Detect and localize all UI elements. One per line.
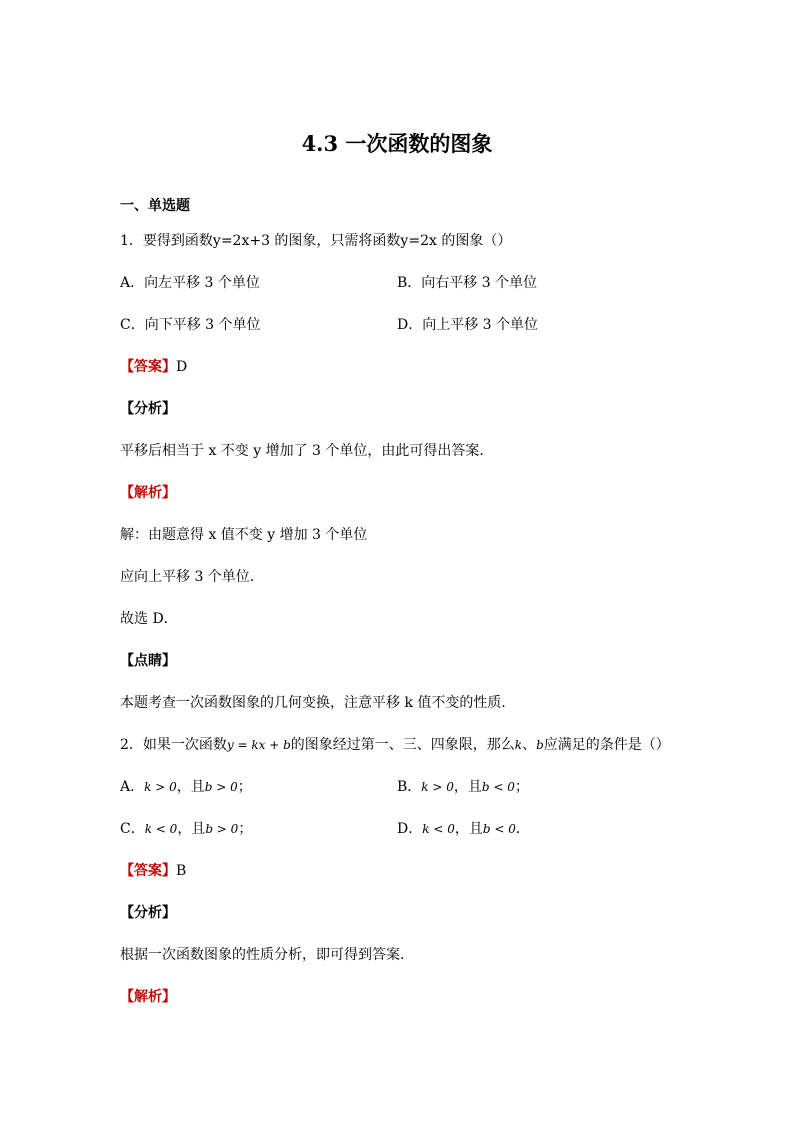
option-mid: ，且 [177,821,206,837]
answer-label: 【答案】 [120,359,176,375]
stem-k: k [514,738,523,752]
option-prefix: C． [120,821,145,837]
question-1-answer [120,357,187,377]
option-k: k < 0 [144,822,178,836]
option-b: b < 0 [482,822,516,836]
question-2-option-a [120,777,252,797]
stem-b: b [536,738,544,752]
page-title: 4.3 一次函数的图象 [301,131,493,156]
answer-label: 【答案】 [120,863,176,879]
option-end: ； [238,821,253,837]
question-2-solution-label: 【解析】 [120,989,176,1005]
question-1-analysis-label: 【分析】 [120,401,176,417]
stem-prefix: 2．如果一次函数 [120,737,227,753]
option-mid: ，且 [453,779,482,795]
question-1-option-b: B．向右平移 3 个单位 [397,275,538,291]
option-k: k < 0 [422,822,455,836]
question-1-analysis-text: 平移后相当于 x 不变 y 增加了 3 个单位，由此可得出答案． [120,443,494,459]
answer-value: D [176,359,188,375]
question-2-option-d [397,819,530,839]
option-prefix: A． [120,779,145,795]
option-b: b > 0 [204,780,238,794]
question-1-option-d: D．向上平移 3 个单位 [397,317,539,333]
option-prefix: B． [397,779,422,795]
question-2-option-b [397,777,529,797]
question-1-solution-line: 应向上平移 3 个单位． [120,569,264,585]
stem-mid: 的图象经过第一、三、四象限，那么 [290,737,515,753]
option-prefix: D． [397,821,423,837]
stem-sep: 、 [522,737,537,753]
question-1-comment-label: 【点睛】 [120,653,176,669]
stem-function: y = kx + b [226,738,291,752]
question-1-solution-line: 解：由题意得 x 值不变 y 增加 3 个单位 [120,527,368,543]
question-2-answer [120,861,186,881]
question-2-stem [120,735,670,755]
question-1-solution-line: 故选 D． [120,611,178,627]
question-1-comment-text: 本题考查一次函数图象的几何变换，注意平移 k 值不变的性质． [120,695,516,711]
option-k: k > 0 [144,780,177,794]
option-k: k > 0 [421,780,454,794]
question-1-stem: 1．要得到函数y=2x+3 的图象，只需将函数y=2x 的图象（） [120,233,512,249]
stem-suffix: 应满足的条件是（） [543,737,670,753]
question-1-option-a: A．向左平移 3 个单位 [120,275,260,291]
option-end: ； [514,779,529,795]
option-end: ． [515,821,530,837]
question-1-option-c: C．向下平移 3 个单位 [120,317,261,333]
option-b: b < 0 [481,780,515,794]
question-1-solution-label: 【解析】 [120,485,176,501]
option-mid: ，且 [454,821,483,837]
question-2-option-c [120,819,252,839]
question-2-analysis-label: 【分析】 [120,905,176,921]
section-heading: 一、单选题 [120,198,190,214]
option-end: ； [237,779,252,795]
option-b: b > 0 [205,822,239,836]
answer-value: B [176,863,187,879]
question-2-analysis-text: 根据一次函数图象的性质分析，即可得到答案． [120,947,414,963]
option-mid: ，且 [176,779,205,795]
